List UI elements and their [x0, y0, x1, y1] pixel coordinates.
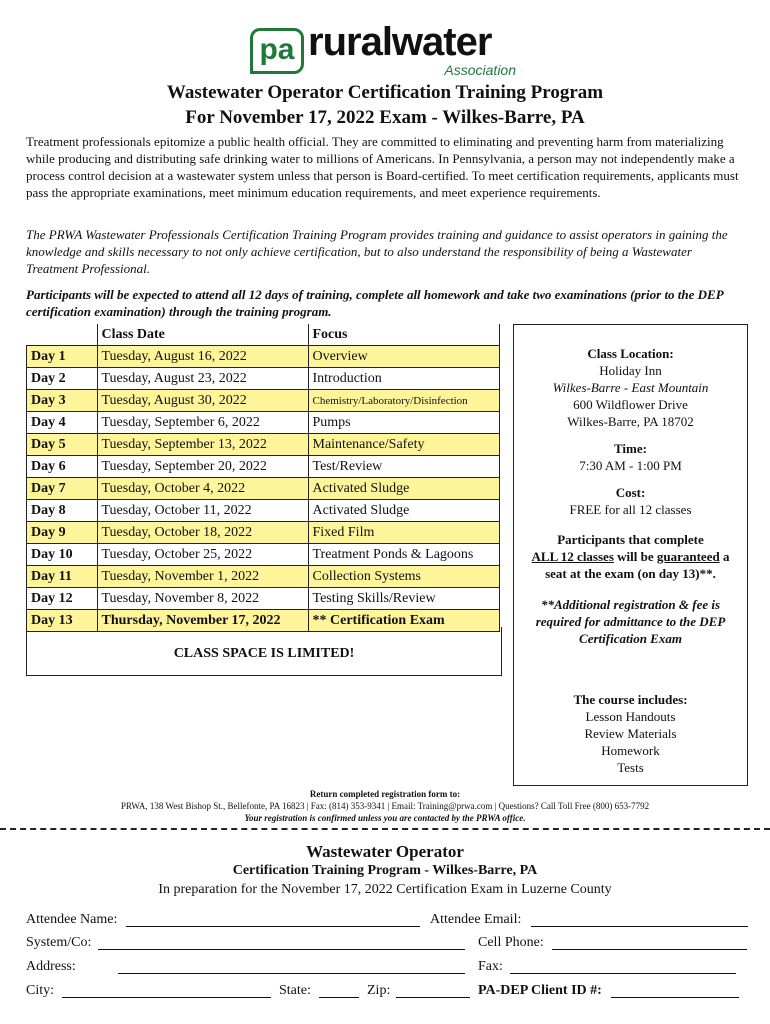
table-row: Day 2 Tuesday, August 23, 2022 Introduction	[27, 368, 500, 390]
additional-registration-note: **Additional registration & fee is required for admittance to the DEP Certification Exam	[535, 597, 726, 646]
table-row: Day 8 Tuesday, October 11, 2022 Activated Sludge	[27, 500, 500, 522]
includes-label: The course includes:	[573, 692, 688, 707]
includes-item: Tests	[617, 760, 644, 775]
return-label: Return completed registration form to:	[309, 789, 461, 799]
cell-phone-field[interactable]	[552, 935, 747, 950]
confirmation-note: Your registration is confirmed unless you are contacted by the PRWA office.	[244, 813, 526, 823]
info-sidebar	[513, 324, 748, 786]
location-line: Wilkes-Barre, PA 18702	[567, 414, 694, 429]
logo-name: ruralwater	[308, 20, 492, 64]
cell-phone-label: Cell Phone:	[478, 935, 544, 950]
time-label: Time:	[614, 441, 647, 456]
fax-label: Fax:	[478, 959, 503, 974]
address-label: Address:	[26, 959, 76, 974]
cost-label: Cost:	[615, 485, 646, 500]
attendee-email-label: Attendee Email:	[430, 912, 522, 927]
zip-field[interactable]	[396, 983, 470, 998]
header-focus: Focus	[308, 324, 500, 346]
schedule-table	[26, 324, 500, 632]
logo-pa-mark: pa	[250, 28, 304, 74]
program-description: The PRWA Wastewater Professionals Certification Training Program provides training and guidance to assist operators in gaining the knowledge and skills necessary to not only achieve certification, but to also understand the responsibility of being a Wastewater Treatment Professional.	[26, 227, 728, 276]
table-row: Day 10 Tuesday, October 25, 2022 Treatment Ponds & Lagoons	[27, 544, 500, 566]
address-field[interactable]	[118, 959, 465, 974]
participants-note: Participants will be expected to attend all 12 days of training, complete all homework and take two examinations (prior to the DEP certification examination) through the training program.	[26, 287, 724, 319]
fax-field[interactable]	[510, 959, 736, 974]
form-title: Wastewater Operator	[306, 842, 464, 861]
attendee-email-field[interactable]	[531, 912, 748, 927]
location-line: Holiday Inn	[599, 363, 662, 378]
zip-label: Zip:	[367, 983, 391, 998]
client-id-label: PA-DEP Client ID #:	[478, 983, 602, 998]
intro-paragraph: Treatment professionals epitomize a public health official. They are committed to eliminating and preventing harm from materializing while producing and distributing safe drinking water to millions of Americans. In Pennsylvania, a person may not independently make a process control decision at a wastewater system unless that person is Board-certified. To meet certification requirements, applicants must pass the appropriate examinations, meet minimum education requirements, and meet experience requirements.	[26, 134, 739, 200]
table-row: Day 11 Tuesday, November 1, 2022 Collection Systems	[27, 566, 500, 588]
includes-item: Lesson Handouts	[585, 709, 676, 724]
cut-line	[0, 828, 770, 830]
table-row: Day 4 Tuesday, September 6, 2022 Pumps	[27, 412, 500, 434]
guarantee-line: seat at the exam (on day 13)**.	[545, 566, 716, 581]
location-line: 600 Wildflower Drive	[573, 397, 688, 412]
header-class-date: Class Date	[97, 324, 308, 346]
prwa-logo	[250, 20, 520, 80]
system-field[interactable]	[98, 935, 465, 950]
table-row: Day 5 Tuesday, September 13, 2022 Maintenance/Safety	[27, 434, 500, 456]
state-field[interactable]	[319, 983, 359, 998]
table-row: Day 3 Tuesday, August 30, 2022 Chemistry/Laboratory/Disinfection	[27, 390, 500, 412]
return-address: PRWA, 138 West Bishop St., Bellefonte, PA 16823 | Fax: (814) 353-9341 | Email: Training@prwa.com | Questions? Call Toll Free (800) 653-7792	[120, 801, 650, 811]
includes-item: Homework	[601, 743, 660, 758]
table-row: Day 1 Tuesday, August 16, 2022 Overview	[27, 346, 500, 368]
table-row: Day 12 Tuesday, November 8, 2022 Testing Skills/Review	[27, 588, 500, 610]
cost-value: FREE for all 12 classes	[569, 502, 692, 517]
city-label: City:	[26, 983, 55, 998]
system-label: System/Co:	[26, 935, 92, 950]
guarantee-line: ALL 12 classes will be guaranteed a	[531, 549, 730, 564]
time-value: 7:30 AM - 1:00 PM	[579, 458, 682, 473]
table-row: Day 13 Thursday, November 17, 2022 ** Certification Exam	[27, 610, 500, 632]
client-id-field[interactable]	[611, 983, 739, 998]
city-field[interactable]	[62, 983, 271, 998]
form-prep: In preparation for the November 17, 2022 Certification Exam in Luzerne County	[158, 882, 612, 897]
state-label: State:	[279, 983, 311, 998]
includes-item: Review Materials	[584, 726, 677, 741]
attendee-name-label: Attendee Name:	[26, 912, 118, 927]
class-space-limited: CLASS SPACE IS LIMITED!	[26, 627, 502, 676]
location-label: Class Location:	[587, 346, 674, 361]
table-row: Day 7 Tuesday, October 4, 2022 Activated Sludge	[27, 478, 500, 500]
page-title: Wastewater Operator Certification Training Program	[166, 82, 604, 103]
table-row: Day 6 Tuesday, September 20, 2022 Test/Review	[27, 456, 500, 478]
guarantee-line: Participants that complete	[557, 532, 704, 547]
attendee-name-field[interactable]	[126, 912, 420, 927]
form-subtitle: Certification Training Program - Wilkes-Barre, PA	[232, 863, 538, 878]
location-line: Wilkes-Barre - East Mountain	[552, 380, 709, 395]
table-row: Day 9 Tuesday, October 18, 2022 Fixed Film	[27, 522, 500, 544]
page-subtitle: For November 17, 2022 Exam - Wilkes-Barre, PA	[185, 107, 585, 128]
logo-association: Association	[444, 62, 516, 78]
